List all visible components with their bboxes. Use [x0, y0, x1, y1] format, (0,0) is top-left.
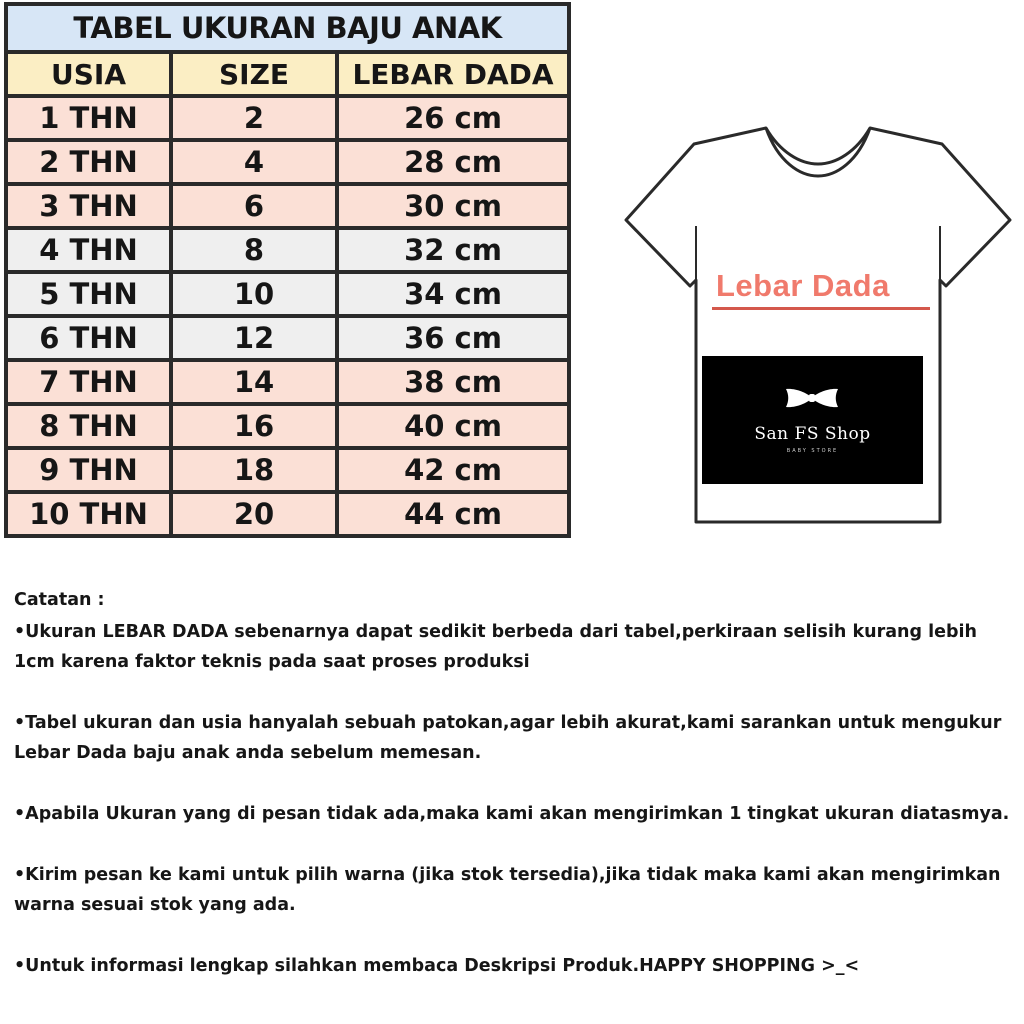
- cell-age: 2 THN: [6, 140, 171, 184]
- cell-age: 8 THN: [6, 404, 171, 448]
- cell-size: 6: [171, 184, 337, 228]
- table-row: [6, 96, 569, 140]
- note-item: •Kirim pesan ke kami untuk pilih warna (jika stok tersedia),jika tidak maka kami akan mengirimkan warna sesuai stok yang ada.: [14, 865, 1001, 915]
- cell-age: 9 THN: [6, 448, 171, 492]
- cell-size: 18: [171, 448, 337, 492]
- table-row: [6, 184, 569, 228]
- table-row: [6, 228, 569, 272]
- notes-section: [14, 585, 1014, 1012]
- chest-width-label: Lebar Dada: [716, 268, 890, 303]
- shop-logo: [702, 356, 923, 484]
- cell-size: 2: [171, 96, 337, 140]
- cell-chest-width: 44 cm: [337, 492, 569, 536]
- cell-size: 20: [171, 492, 337, 536]
- cell-size: 4: [171, 140, 337, 184]
- cell-chest-width: 30 cm: [337, 184, 569, 228]
- shop-name: San FS Shop: [754, 424, 871, 444]
- table-row: [6, 316, 569, 360]
- bowtie-icon: [784, 386, 840, 410]
- cell-chest-width: 36 cm: [337, 316, 569, 360]
- cell-age: 10 THN: [6, 492, 171, 536]
- note-item: •Apabila Ukuran yang di pesan tidak ada,maka kami akan mengirimkan 1 tingkat ukuran diatasmya.: [14, 804, 1010, 824]
- cell-age: 3 THN: [6, 184, 171, 228]
- header-chest-width: LEBAR DADA: [337, 52, 569, 96]
- note-item: •Ukuran LEBAR DADA sebenarnya dapat sedikit berbeda dari tabel,perkiraan selisih kurang lebih 1cm karena faktor teknis pada saat proses produksi: [14, 622, 977, 672]
- cell-chest-width: 40 cm: [337, 404, 569, 448]
- cell-chest-width: 34 cm: [337, 272, 569, 316]
- cell-size: 8: [171, 228, 337, 272]
- header-size: SIZE: [171, 52, 337, 96]
- table-title: TABEL UKURAN BAJU ANAK: [6, 4, 569, 52]
- chest-width-line: [712, 307, 930, 310]
- cell-size: 16: [171, 404, 337, 448]
- cell-age: 5 THN: [6, 272, 171, 316]
- cell-chest-width: 28 cm: [337, 140, 569, 184]
- notes-heading: Catatan :: [14, 590, 105, 610]
- table-row: [6, 360, 569, 404]
- cell-age: 4 THN: [6, 228, 171, 272]
- table-row: [6, 140, 569, 184]
- table-header-row: [6, 52, 569, 96]
- cell-size: 12: [171, 316, 337, 360]
- cell-age: 7 THN: [6, 360, 171, 404]
- cell-chest-width: 42 cm: [337, 448, 569, 492]
- note-item: •Untuk informasi lengkap silahkan membaca Deskripsi Produk.HAPPY SHOPPING >_<: [14, 956, 860, 976]
- cell-age: 1 THN: [6, 96, 171, 140]
- cell-age: 6 THN: [6, 316, 171, 360]
- shop-tagline: BABY STORE: [786, 448, 839, 454]
- tshirt-diagram: [620, 108, 1016, 538]
- size-chart-table: [4, 2, 571, 538]
- note-item: •Tabel ukuran dan usia hanyalah sebuah patokan,agar lebih akurat,kami sarankan untuk mengukur Lebar Dada baju anak anda sebelum memesan.: [14, 713, 1002, 763]
- table-row: [6, 272, 569, 316]
- cell-size: 14: [171, 360, 337, 404]
- table-row: [6, 404, 569, 448]
- table-title-row: [6, 4, 569, 52]
- table-row: [6, 492, 569, 536]
- header-age: USIA: [6, 52, 171, 96]
- cell-size: 10: [171, 272, 337, 316]
- cell-chest-width: 26 cm: [337, 96, 569, 140]
- cell-chest-width: 32 cm: [337, 228, 569, 272]
- table-row: [6, 448, 569, 492]
- cell-chest-width: 38 cm: [337, 360, 569, 404]
